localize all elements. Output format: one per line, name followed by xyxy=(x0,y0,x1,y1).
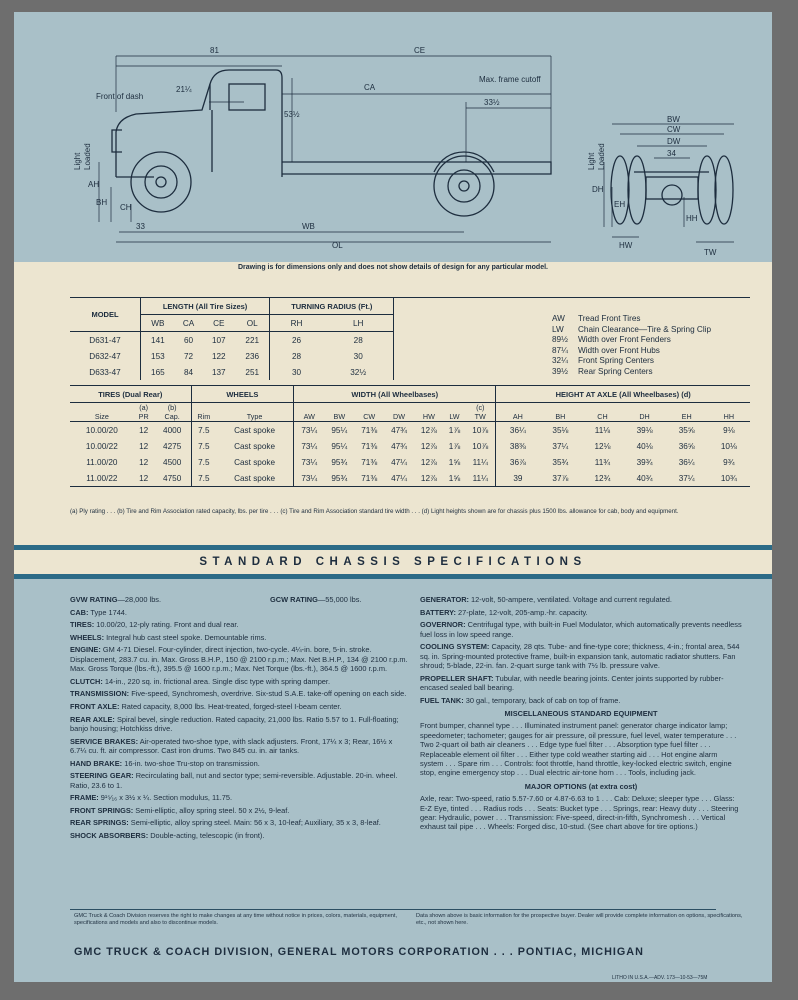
cell: 36⅝ xyxy=(678,441,695,451)
spec-label: GVW RATING xyxy=(70,595,118,604)
spec-text: Recirculating ball, nut and sector type; semi-reversible. Adjustable. 20-in. wheel. Ratio, 23.6 to 1. xyxy=(70,771,398,790)
legend-value: Width over Front Hubs xyxy=(578,345,660,355)
spec-item xyxy=(420,696,742,705)
cell: 11.00/20 xyxy=(86,457,118,467)
cell: 1⅞ xyxy=(448,425,461,435)
cell: 11⅛ xyxy=(594,425,611,435)
table-row xyxy=(70,470,750,487)
spec-item xyxy=(70,608,410,617)
cell: 165 xyxy=(141,364,175,380)
right-spec-column xyxy=(420,595,742,835)
divider xyxy=(70,909,716,910)
label-loaded-rear: Loaded xyxy=(597,143,606,170)
spec-text: Semi-elliptic, alloy spring steel. 50 x 2½, 9-leaf. xyxy=(133,805,290,815)
spec-item xyxy=(420,642,742,670)
cell: 221 xyxy=(245,335,260,345)
legend-key: 39½ xyxy=(552,366,568,376)
header-dw: DW xyxy=(393,412,406,421)
spec-text: 12-volt, 50-ampere, ventilated. Voltage and current regulated. xyxy=(469,595,672,604)
header-pr-note: (a) xyxy=(139,403,149,412)
label-cw: CW xyxy=(667,125,681,134)
cell: 40¾ xyxy=(636,473,653,483)
header-length: LENGTH (All Tire Sizes) xyxy=(141,298,270,315)
header-tw-note: (c) xyxy=(476,403,485,412)
spec-text: GM 4-71 Diesel. Four-cylinder, direct injection, two-cycle. 4¼-in. bore, 5-in. stroke. Displacement, 283.7 cu. in. Max. Gross B.H.P., 150 @ 2100 r.p.m.; Max. Net B.H.P., 134 @ 2100 r.p.m. Max. Gross Torque (lbs.-ft.), 395.5 @ 1600 r.p.m.; Max. Net Torque (lbs.-ft.), 364.5 @ 1600 r.p.m. xyxy=(70,645,408,674)
spec-label: TIRES: xyxy=(70,620,95,630)
gcw-value: —55,000 lbs. xyxy=(317,595,362,604)
cell: Cast spoke xyxy=(234,425,276,435)
spec-label: SERVICE BRAKES: xyxy=(70,736,139,746)
cell: 107 xyxy=(211,335,226,345)
legend-item xyxy=(552,335,711,346)
cell: 35⅝ xyxy=(678,425,695,435)
spec-label: STEERING GEAR: xyxy=(70,771,134,781)
cell: 40⅛ xyxy=(636,441,653,451)
spec-item xyxy=(70,633,410,642)
cell: 10⅞ xyxy=(472,441,489,451)
spec-sheet xyxy=(14,12,772,982)
cell: Cast spoke xyxy=(234,473,276,483)
cell: 122 xyxy=(211,351,226,361)
cell: 12 xyxy=(139,425,149,435)
spec-label: FRAME: xyxy=(70,793,99,803)
spec-item xyxy=(70,702,410,711)
label-wb: WB xyxy=(302,222,315,231)
spec-item xyxy=(420,595,742,604)
cell: 9¾ xyxy=(723,457,735,467)
spec-label: GENERATOR: xyxy=(420,595,469,604)
misc-title: MISCELLANEOUS STANDARD EQUIPMENT xyxy=(504,709,658,718)
cell: 4500 xyxy=(163,457,182,467)
spec-text: Tubular, with needle bearing joints. Center joints supported by rubber-encased sealed ball bearing. xyxy=(420,673,724,692)
cell: 28 xyxy=(270,348,323,364)
spec-item xyxy=(420,674,742,693)
disclaimer-left: GMC Truck & Coach Division reserves the right to make changes at any time without notice in prices, colors, materials, equipment, specifications and models and also to discontinue models. xyxy=(74,913,398,926)
major-options-title: MAJOR OPTIONS (at extra cost) xyxy=(524,781,638,791)
spec-label: REAR SPRINGS: xyxy=(70,818,129,828)
cell: 153 xyxy=(141,348,175,364)
label-bh: BH xyxy=(96,198,108,207)
cell: 39 xyxy=(496,470,539,487)
spec-label: GOVERNOR: xyxy=(420,620,466,630)
legend-key: AW xyxy=(552,314,565,323)
cell: 236 xyxy=(245,351,260,361)
cell: 7.5 xyxy=(191,438,216,454)
legend-key: LW xyxy=(552,324,564,334)
cell: 47¾ xyxy=(391,441,407,451)
label-tw: TW xyxy=(704,248,717,257)
cell: 60 xyxy=(183,335,194,345)
spec-item xyxy=(420,620,742,639)
cell: 36¼ xyxy=(496,422,539,439)
cell: 11.00/22 xyxy=(86,473,118,483)
cell: 251 xyxy=(245,367,260,377)
header-cw: CW xyxy=(363,412,376,421)
spec-label: FRONT SPRINGS: xyxy=(70,805,134,815)
cell: D632-47 xyxy=(89,351,121,361)
header-ah: AH xyxy=(496,403,539,422)
label-33half: 33½ xyxy=(484,98,500,107)
right-spec-list xyxy=(420,595,742,705)
header-turning-radius: TURNING RADIUS (Ft.) xyxy=(270,298,394,315)
dimension-drawing-band xyxy=(14,12,772,262)
cell: 141 xyxy=(141,332,175,349)
label-34: 34 xyxy=(667,149,676,158)
cell: 39⅛ xyxy=(636,425,653,435)
cell: 73¼ xyxy=(294,470,325,487)
spec-item xyxy=(70,759,410,768)
header-dh: DH xyxy=(639,412,650,421)
label-max-frame-cutoff: Max. frame cutoff xyxy=(479,75,541,84)
label-81: 81 xyxy=(210,46,219,55)
header-wheels: WHEELS xyxy=(191,386,294,403)
cell: 36⅞ xyxy=(496,454,539,470)
spec-text: 14-in., 220 sq. in. frictional area. Single disc type with spring damper. xyxy=(102,676,331,686)
cell: 1⅝ xyxy=(448,473,461,483)
header-bh: BH xyxy=(555,412,566,421)
cell: 37⅞ xyxy=(552,473,569,483)
spec-text: Air-operated two-shoe type, with slack adjusters. Front, 17¼ x 3; Rear, 16½ x 6.7¼ cu. ft. air compressor. Cast iron drums. Two 845 cu. in. air tanks. xyxy=(70,736,393,755)
label-ce: CE xyxy=(414,46,426,55)
spec-text: 16-in. two-shoe Tru-stop on transmission. xyxy=(122,758,260,768)
header-ca: CA xyxy=(182,318,195,328)
table-row xyxy=(70,422,750,439)
cell: 35¾ xyxy=(552,457,569,467)
label-light: Light xyxy=(73,152,82,170)
legend-item xyxy=(552,346,711,357)
spec-item xyxy=(70,818,410,827)
spec-label: WHEELS: xyxy=(70,632,105,642)
cell: 47¾ xyxy=(391,425,407,435)
header-type: Type xyxy=(246,412,263,421)
label-ca: CA xyxy=(364,83,376,92)
litho-code: LITHO IN U.S.A.—ADV. 173—10-53—75M xyxy=(612,975,708,981)
legend-value: Rear Spring Centers xyxy=(578,366,653,376)
cell: 7.5 xyxy=(191,422,216,439)
cell: 73¼ xyxy=(294,438,325,454)
spec-text: 9¹⁵⁄₁₆ x 3½ x ¼. Section modulus, 11.75. xyxy=(98,793,233,803)
cell: 4275 xyxy=(163,441,182,451)
label-loaded: Loaded xyxy=(83,143,92,170)
cell: 10.00/20 xyxy=(85,425,118,435)
cell: 12⅞ xyxy=(420,441,437,451)
header-bw: BW xyxy=(333,412,346,421)
cell: 7.5 xyxy=(191,470,216,487)
spec-text: —28,000 lbs. xyxy=(117,595,162,604)
spec-label: COOLING SYSTEM: xyxy=(420,642,490,652)
cell: 1⅞ xyxy=(448,441,461,451)
cell: D633-47 xyxy=(89,367,121,377)
spec-label: REAR AXLE: xyxy=(70,714,115,724)
header-cap: Cap. xyxy=(164,412,180,421)
cell: 73¼ xyxy=(294,454,325,470)
spec-text: Centrifugal type, with built-in Fuel Modulator, which automatically prevents needless fuel loss in low speed range. xyxy=(420,620,742,639)
label-21: 21¼ xyxy=(176,85,192,94)
cell: 37¼ xyxy=(552,441,569,451)
major-options-text: Axle, rear: Two-speed, ratio 5.57-7.60 or 4.87-6.63 to 1 . . . Cab: Deluxe; sleeper type . . . Glass: E-Z Eye, tinted . . . Radius rods . . . Seats: Bucket type . . . Springs, rear: Heavy duty . . . Steering gear: Hydraulic, power . . . Transmission: Five-speed, direct-in-fifth, Synchromesh . . . Vertical exhaust tail pipe . . . Wheels: Forged disc, 10-stud. (See chart above for tire options.) xyxy=(420,794,739,832)
cell: 12¾ xyxy=(594,473,611,483)
cell: 12⅞ xyxy=(420,457,437,467)
header-model: MODEL xyxy=(91,310,119,319)
cell: Cast spoke xyxy=(234,457,276,467)
label-light-rear: Light xyxy=(587,152,596,170)
cell: 71⅜ xyxy=(361,457,378,467)
truck-dimension-drawing xyxy=(14,12,772,262)
header-pr: PR xyxy=(138,412,149,421)
spec-label: SHOCK ABSORBERS: xyxy=(70,830,149,840)
spec-label: FRONT AXLE: xyxy=(70,701,120,711)
spec-text: Spiral bevel, single reduction. Rated capacity, 21,000 lbs. Ratio 5.57 to 1. Full-floating; banjo housing; Hotchkiss drive. xyxy=(70,714,399,733)
cell: 26 xyxy=(270,332,323,349)
header-eh: EH xyxy=(681,412,692,421)
table-footnote: (a) Ply rating . . . (b) Tire and Rim Association rated capacity, lbs. per tire . . . (c) Tire and Rim Association standard tire width . . . (d) Light heights shown are for chassis plus 1500 lbs. allowance for cab, body and equipment. xyxy=(70,508,679,515)
spec-item xyxy=(70,645,410,673)
cell: 12 xyxy=(139,473,149,483)
spec-text: 10.00/20, 12-ply rating. Front and dual rear. xyxy=(94,620,239,630)
spec-item xyxy=(70,771,410,790)
table-row xyxy=(70,438,750,454)
label-bw: BW xyxy=(667,115,680,124)
cell: 37¼ xyxy=(678,473,695,483)
legend-key: 32¼ xyxy=(552,356,568,365)
legend-value: Chain Clearance—Tire & Spring Clip xyxy=(578,324,712,334)
label-ol: OL xyxy=(332,241,343,250)
spec-item xyxy=(70,715,410,734)
cell: 11¼ xyxy=(472,473,488,483)
table-row xyxy=(70,454,750,470)
cell: 35⅛ xyxy=(552,425,569,435)
label-eh: EH xyxy=(614,200,626,209)
spec-text: 30 gal., temporary, back of cab on top of frame. xyxy=(463,695,621,705)
cell: 95¾ xyxy=(331,473,348,483)
gcw-label: GCW RATING xyxy=(270,595,318,604)
cell: 39¾ xyxy=(636,457,653,467)
cell: Cast spoke xyxy=(234,441,276,451)
spec-label: HAND BRAKE: xyxy=(70,758,123,768)
label-ch: CH xyxy=(120,203,132,212)
legend-key: 89½ xyxy=(552,335,568,344)
header-cap-note: (b) xyxy=(167,403,177,412)
spec-text: Integral hub cast steel spoke. Demountable rims. xyxy=(104,632,267,642)
cell: D631-47 xyxy=(89,335,121,345)
header-rh: RH xyxy=(270,315,323,332)
spec-item xyxy=(420,608,742,617)
cell: 10⅛ xyxy=(720,441,737,451)
legend-key: 87¼ xyxy=(552,345,568,355)
header-lw: LW xyxy=(449,412,460,421)
spec-label: TRANSMISSION: xyxy=(70,689,130,699)
header-ce: CE xyxy=(213,318,225,328)
spec-text: Five-speed, Synchromesh, overdrive. Six-stud S.A.E. take-off opening on each side. xyxy=(129,689,407,699)
spec-text: Semi-elliptic, alloy spring steel. Main: 56 x 3, 10-leaf; Auxiliary, 35 x 3, 8-leaf. xyxy=(128,818,381,828)
label-ah: AH xyxy=(88,180,100,189)
cell: 11¼ xyxy=(472,457,488,467)
header-lh: LH xyxy=(352,318,364,328)
corporation-name: GMC TRUCK & COACH DIVISION, GENERAL MOTORS CORPORATION . . . PONTIAC, MICHIGAN xyxy=(74,946,644,958)
cell: 84 xyxy=(183,367,194,377)
legend-value: Width over Front Fenders xyxy=(578,335,671,344)
cell: 137 xyxy=(211,367,226,377)
drawing-note: Drawing is for dimensions only and does not show details of design for any particular model. xyxy=(238,264,548,271)
cell: 10⅞ xyxy=(472,425,489,435)
spec-text: 27-plate, 12-volt, 205-amp.-hr. capacity. xyxy=(456,607,588,617)
cell: 30 xyxy=(270,364,323,380)
spec-item xyxy=(70,737,410,756)
cell: 7.5 xyxy=(191,454,216,470)
header-tw: TW xyxy=(474,412,486,421)
header-height: HEIGHT AT AXLE (All Wheelbases) (d) xyxy=(496,386,750,403)
legend-value: Tread Front Tires xyxy=(578,314,641,323)
spec-item xyxy=(70,793,410,802)
cell: 36¼ xyxy=(678,457,695,467)
section-title: STANDARD CHASSIS SPECIFICATIONS xyxy=(199,556,587,568)
cell: 12 xyxy=(139,457,149,467)
spec-item xyxy=(70,806,410,815)
cell: 47¼ xyxy=(391,457,407,467)
cell: 72 xyxy=(183,351,194,361)
gcw-rating xyxy=(270,595,420,604)
cell: 95¾ xyxy=(331,457,348,467)
disclaimer-right: Data shown above is basic information for the prospective buyer. Dealer will provide complete information on options, specifications, etc., not shown here. xyxy=(416,913,743,926)
cell: 4000 xyxy=(163,425,182,435)
width-legend xyxy=(552,314,711,377)
spec-label: FUEL TANK: xyxy=(420,695,464,705)
spec-text: Capacity, 28 qts. Tube- and fine-type core; thickness, 4-in.; frontal area, 544 sq. in. Spring-mounted protective frame, built-in expansion tank, automatic radiator shutters. Fan shroud; 5-blade, 22-in. fan. 2-quart surge tank with 7½ lb. pressure valve. xyxy=(420,642,740,670)
cell: 32½ xyxy=(350,367,367,377)
label-53: 53½ xyxy=(284,110,300,119)
cell: 12⅛ xyxy=(594,441,611,451)
spec-item xyxy=(70,831,410,840)
spec-label: CAB: xyxy=(70,607,89,617)
spec-text: Rated capacity, 8,000 lbs. Heat-treated, forged-steel I-beam center. xyxy=(119,701,342,711)
cell: 30 xyxy=(353,351,363,361)
spec-text: Double-acting, telescopic (in front). xyxy=(148,830,265,840)
legend-item xyxy=(552,325,711,336)
spec-label: BATTERY: xyxy=(420,607,456,617)
tires-table xyxy=(70,385,750,489)
left-spec-column xyxy=(70,595,410,844)
legend-item xyxy=(552,314,711,325)
spec-label: PROPELLER SHAFT: xyxy=(420,673,494,683)
header-hh: HH xyxy=(723,412,735,421)
cell: 1⅝ xyxy=(448,457,461,467)
cell: 10¾ xyxy=(720,473,737,483)
cell: 71⅜ xyxy=(361,441,378,451)
header-wb: WB xyxy=(141,315,175,332)
legend-item xyxy=(552,367,711,378)
header-ol: OL xyxy=(246,318,258,328)
legend-item xyxy=(552,356,711,367)
misc-text: Front bumper, channel type . . . Illuminated instrument panel: generator charge indicator lamp; speedometer; tachometer; gauges for air pressure, oil pressure, fuel level, water temperature . . . Two 2-quart oil bath air cleaners . . . Edge type fuel filter . . . Absorption type fuel filter . . . Replaceable element oil filter . . . Either type cold weather starting aid . . . Hot engine alarm system . . . Spare rim . . . Controls: foot throttle, hand throttle, key-locked electric switch, engine stop, engine emergency stop . . . Dual electric air-tone horn . . . Tools, including jack. xyxy=(420,721,737,778)
section-ribbon xyxy=(14,545,772,579)
cell: 71⅜ xyxy=(361,473,378,483)
header-width: WIDTH (All Wheelbases) xyxy=(294,386,496,403)
cell: 9⅛ xyxy=(723,425,735,435)
spec-label: CLUTCH: xyxy=(70,676,103,686)
header-hw: HW xyxy=(422,412,435,421)
cell: 47¼ xyxy=(391,473,407,483)
cell: 95¼ xyxy=(331,425,348,435)
label-front-of-dash: Front of dash xyxy=(96,92,144,101)
spec-item xyxy=(70,620,410,629)
spec-label: ENGINE: xyxy=(70,645,101,655)
label-dw: DW xyxy=(667,137,681,146)
cell: 28 xyxy=(353,335,363,345)
header-rim: Rim xyxy=(191,403,216,422)
label-hw: HW xyxy=(619,241,633,250)
spec-item xyxy=(70,689,410,698)
cell: 11¾ xyxy=(594,457,611,467)
label-33: 33 xyxy=(136,222,145,231)
label-hh: HH xyxy=(686,214,698,223)
header-size: Size xyxy=(94,412,109,421)
header-ch: CH xyxy=(597,412,608,421)
legend-value: Front Spring Centers xyxy=(578,356,654,365)
label-dh: DH xyxy=(592,185,604,194)
cell: 95¼ xyxy=(331,441,348,451)
cell: 73¼ xyxy=(294,422,325,439)
cell: 38⅜ xyxy=(496,438,539,454)
cell: 71⅜ xyxy=(361,425,378,435)
header-tires: TIRES (Dual Rear) xyxy=(70,386,191,403)
cell: 10.00/22 xyxy=(85,441,118,451)
cell: 12 xyxy=(139,441,149,451)
cell: 12⅞ xyxy=(420,473,437,483)
cell: 4750 xyxy=(163,473,182,483)
spec-item xyxy=(70,677,410,686)
cell: 12⅞ xyxy=(420,425,437,435)
header-aw: AW xyxy=(294,403,325,422)
spec-text: Type 1744. xyxy=(88,607,127,617)
